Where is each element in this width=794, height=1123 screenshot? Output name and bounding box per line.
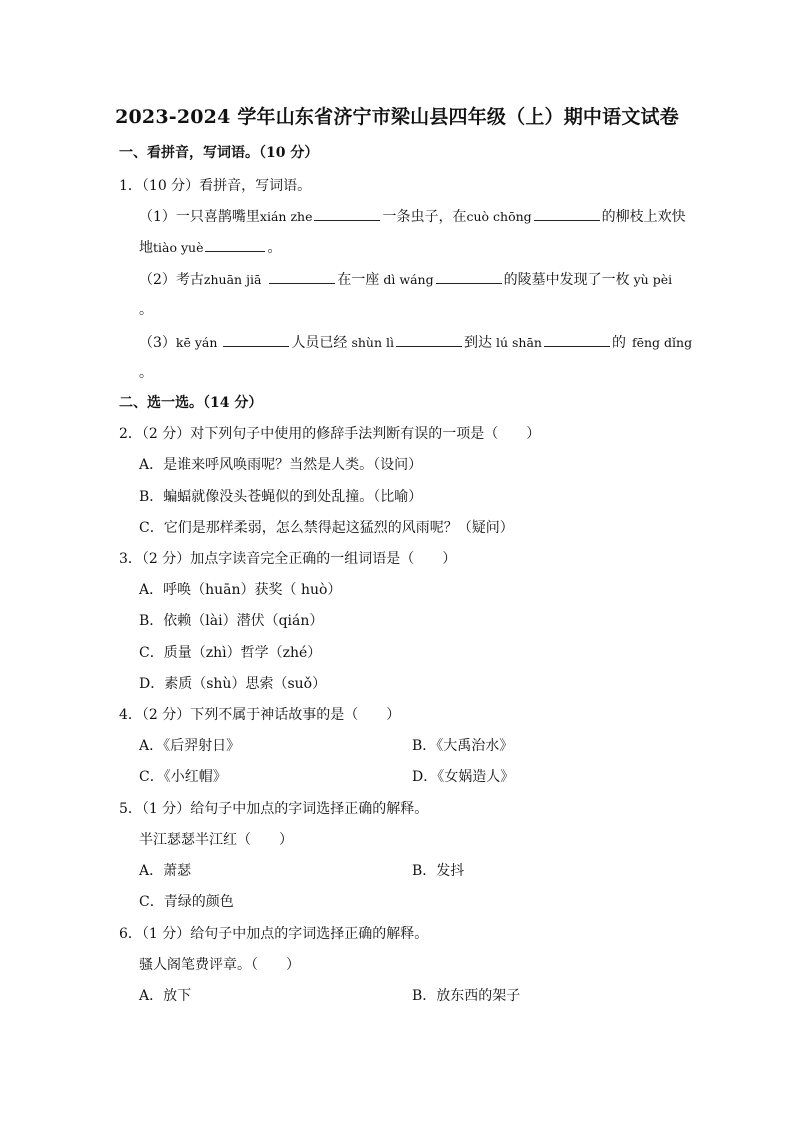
q1-s3-blank-3[interactable] bbox=[544, 332, 610, 347]
q3-option-d: D．素质（shù）思索（suǒ） bbox=[139, 676, 327, 692]
section-2-heading: 二、选一选。（14 分） bbox=[119, 395, 263, 411]
q1-s3-pinyin-3: lú shān bbox=[495, 335, 542, 350]
q6-sentence bbox=[139, 955, 300, 975]
q1-s1-blank-2[interactable] bbox=[534, 206, 600, 221]
q4-stem bbox=[119, 705, 400, 725]
q1-s1-text-c: 的柳枝上欢快 bbox=[601, 209, 686, 225]
q3-option-b: B．依赖（lài）潜伏（qián） bbox=[139, 613, 324, 629]
q1-s2-text-b: 在一座 bbox=[337, 272, 380, 288]
q5-stem: 5．（1 分）给句子中加点的字词选择正确的解释。 bbox=[119, 801, 429, 817]
q1-s3-blank-1[interactable] bbox=[223, 332, 289, 347]
q2-option-b: B．蝙蝠就像没头苍蝇似的到处乱撞。（比喻） bbox=[139, 489, 423, 505]
q2-stem bbox=[119, 424, 540, 444]
q1-s1-pinyin-1: xián zhe bbox=[259, 209, 313, 224]
q6-stem: 6．（1 分）给句子中加点的字词选择正确的解释。 bbox=[119, 926, 429, 942]
q1-sentence-1-cont bbox=[139, 237, 281, 258]
section-1-heading: 一、看拼音，写词语。（10 分） bbox=[119, 145, 319, 161]
q1-s3-pinyin-4: fēng dǐng bbox=[631, 335, 693, 350]
q3-stem bbox=[119, 549, 456, 569]
q1-s3-pinyin-1: kē yán bbox=[175, 335, 218, 350]
q1-s1-text-a: （1）一只喜鹊嘴里 bbox=[139, 209, 260, 225]
q1-sentence-2 bbox=[139, 269, 672, 290]
q1-s2-text-c: 的陵墓中发现了一枚 bbox=[503, 272, 630, 288]
q3-stem-end: ） bbox=[442, 551, 457, 567]
q2-option-a: A．是谁来呼风唤雨呢？当然是人类。（设问） bbox=[139, 457, 423, 473]
q1-s1-text-b: 一条虫子，在 bbox=[382, 209, 467, 225]
q5-sentence-text: 半江瑟瑟半江红（ bbox=[139, 832, 251, 848]
q4-stem-end: ） bbox=[386, 707, 401, 723]
q4-stem-text: 4．（2 分）下列不属于神话故事的是（ bbox=[119, 707, 359, 723]
q2-stem-end: ） bbox=[526, 426, 541, 442]
q2-option-c: C．它们是那样柔弱，怎么禁得起这猛烈的风雨呢？（疑问） bbox=[139, 520, 514, 536]
q4-option-b: B．《大禹治水》 bbox=[412, 738, 514, 754]
q1-s1-pinyin-2: cuò chōng bbox=[466, 209, 532, 224]
q1-s1-text-d: 地 bbox=[139, 240, 153, 256]
q1-s2-pinyin-3: yù pèi bbox=[633, 272, 673, 287]
q1-s3-pinyin-2: shùn lì bbox=[351, 335, 394, 350]
q1-sentence-1 bbox=[139, 206, 686, 227]
q1-s2-pinyin-1: zhuān jiā bbox=[203, 272, 262, 287]
q1-s3-text-d: 的 bbox=[611, 335, 626, 351]
q1-s2-text-a: （2）考古 bbox=[139, 272, 204, 288]
q1-sentence-3 bbox=[139, 332, 692, 353]
q3-option-a: A．呼唤（huān）获奖（ huò） bbox=[139, 582, 342, 598]
q1-s3-text-e: 。 bbox=[139, 365, 153, 381]
q6-sentence-end: ） bbox=[286, 957, 300, 973]
q1-s3-text-b: 人员已经 bbox=[291, 335, 348, 351]
q4-option-d: D．《女娲造人》 bbox=[412, 769, 515, 785]
q1-s1-pinyin-3: tiào yuè bbox=[153, 240, 204, 255]
q1-s3-text-c: 到达 bbox=[463, 335, 492, 351]
q1-s2-blank-1[interactable] bbox=[269, 269, 335, 284]
page-title: 2023-2024 学年山东省济宁市梁山县四年级（上）期中语文试卷 bbox=[115, 106, 679, 128]
q1-stem: 1．（10 分）看拼音，写词语。 bbox=[119, 178, 312, 194]
q4-option-c: C．《小红帽》 bbox=[139, 769, 227, 785]
q5-option-c: C．青绿的颜色 bbox=[139, 894, 234, 910]
q1-s2-blank-2[interactable] bbox=[436, 269, 502, 284]
q5-sentence-end: ） bbox=[279, 832, 293, 848]
q1-s1-blank-1[interactable] bbox=[314, 206, 380, 221]
q6-option-b: B．放东西的架子 bbox=[412, 988, 521, 1004]
q1-s2-text-d: 。 bbox=[139, 302, 153, 318]
q6-option-a: A．放下 bbox=[139, 988, 192, 1004]
q1-s1-text-e: 。 bbox=[267, 240, 282, 256]
q6-sentence-text: 骚人阁笔费评章。（ bbox=[139, 957, 258, 973]
q4-option-a: A．《后羿射日》 bbox=[139, 738, 241, 754]
q1-s3-blank-2[interactable] bbox=[396, 332, 462, 347]
q1-s1-blank-3[interactable] bbox=[205, 237, 265, 252]
q5-option-b: B．发抖 bbox=[412, 863, 465, 879]
q2-stem-text: 2．（2 分）对下列句子中使用的修辞手法判断有误的一项是（ bbox=[119, 426, 499, 442]
q5-sentence bbox=[139, 830, 293, 850]
q5-option-a: A．萧瑟 bbox=[139, 863, 192, 879]
q3-option-c: C．质量（zhì）哲学（zhé） bbox=[139, 645, 322, 661]
q3-stem-text: 3．（2 分）加点字读音完全正确的一组词语是（ bbox=[119, 551, 415, 567]
q1-s3-text-a: （3） bbox=[139, 335, 176, 351]
q1-s2-pinyin-2: dì wáng bbox=[383, 272, 434, 287]
